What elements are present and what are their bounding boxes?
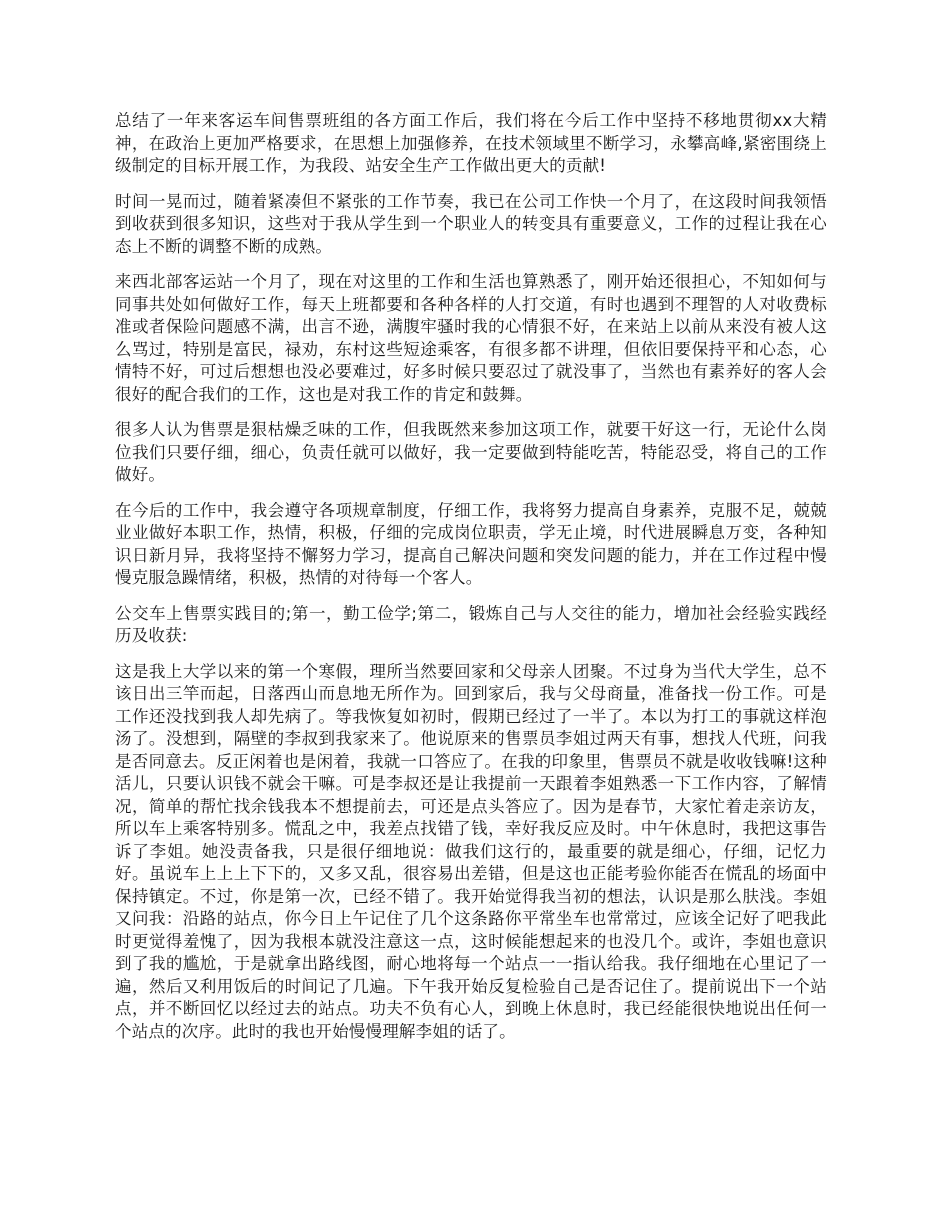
paragraph-4: 很多人认为售票是狠枯燥乏味的工作，但我既然来参加这项工作，就要干好这一行，无论什么岗位我们只要仔细，细心，负责任就可以做好，我一定要做到特能吃苦，特能忍受，将自己的工作做好。 xyxy=(115,420,827,484)
paragraph-5: 在今后的工作中，我会遵守各项规章制度，仔细工作，我将努力提高自身素养，克服不足，兢兢业业做好本职工作，热情，积极，仔细的完成岗位职责，学无止境，时代进展瞬息万变，各种知识日新月异，我将坚持不懈努力学习，提高自己解决问题和突发问题的能力，并在工作过程中慢慢克服急躁情绪，积极，热情的对待每一个客人。 xyxy=(115,500,827,587)
document-body xyxy=(115,110,827,1056)
paragraph-6: 公交车上售票实践目的;第一，勤工俭学;第二，锻炼自己与人交往的能力，增加社会经验实践经历及收获: xyxy=(115,603,827,645)
paragraph-2: 时间一晃而过，随着紧凑但不紧张的工作节奏，我已在公司工作快一个月了，在这段时间我领悟到收获到很多知识，这些对于我从学生到一个职业人的转变具有重要意义，工作的过程让我在心态上不断的调整不断的成熟。 xyxy=(115,191,827,256)
paragraph-3: 来西北部客运站一个月了，现在对这里的工作和生活也算熟悉了，刚开始还很担心，不知如何与同事共处如何做好工作，每天上班都要和各种各样的人打交道，有时也遇到不理智的人对收费标准或者保险问题感不满，出言不逊，满腹牢骚时我的心情狠不好，在来站上以前从来没有被人这么骂过，特别是富民，禄劝，东村这些短途乘客，有很多都不讲理，但依旧要保持平和心态，心情特不好，可过后想想也没必要难过，好多时候只要忍过了就没事了，当然也有素养好的客人会很好的配合我们的工作，这也是对我工作的肯定和鼓舞。 xyxy=(115,272,827,404)
paragraph-1: 总结了一年来客运车间售票班组的各方面工作后，我们将在今后工作中坚持不移地贯彻xx大精神，在政治上更加严格要求，在思想上加强修养，在技术领域里不断学习，永攀高峰,紧密围绕上级制定的目标开展工作，为我段、站安全生产工作做出更大的贡献! xyxy=(115,111,827,175)
paragraph-7: 这是我上大学以来的第一个寒假，理所当然要回家和父母亲人团聚。不过身为当代大学生，总不该日出三竿而起，日落西山而息地无所作为。回到家后，我与父母商量，准备找一份工作。可是工作还没找到我人却先病了。等我恢复如初时，假期已经过了一半了。本以为打工的事就这样泡汤了。没想到，隔壁的李叔到我家来了。他说原来的售票员李姐过两天有事，想找人代班，问我是否同意去。反正闲着也是闲着，我就一口答应了。在我的印象里，售票员不就是收收钱嘛!这种活儿，只要认识钱不就会干嘛。可是李叔还是让我提前一天跟着李姐熟悉一下工作内容，了解情况，简单的帮忙找余钱我本不想提前去，可还是点头答应了。因为是春节，大家忙着走亲访友，所以车上乘客特别多。慌乱之中，我差点找错了钱，幸好我反应及时。中午休息时，我把这事告诉了李姐。她没责备我，只是很仔细地说：做我们这行的，最重要的就是细心，仔细，记忆力好。虽说车上上上下下的，又多又乱，很容易出差错，但是这也正能考验你能否在慌乱的场面中保持镇定。不过，你是第一次，已经不错了。我开始觉得我当初的想法，认识是那么肤浅。李姐又问我：沿路的站点，你今日上午记住了几个这条路你平常坐车也常常过，应该全记好了吧我此时更觉得羞愧了，因为我根本就没注意这一点，这时候能想起来的也没几个。或许，李姐也意识到了我的尴尬，于是就拿出路线图，耐心地将每一个站点一一指认给我。我仔细地在心里记了一遍，然后又利用饭后的时间记了几遍。下午我开始反复检验自己是否记住了。提前说出下一个站点，并不断回忆以经过去的站点。功夫不负有心人，到晚上休息时，我已经能很快地说出任何一个站点的次序。此时的我也开始慢慢理解李姐的话了。 xyxy=(115,661,827,1041)
